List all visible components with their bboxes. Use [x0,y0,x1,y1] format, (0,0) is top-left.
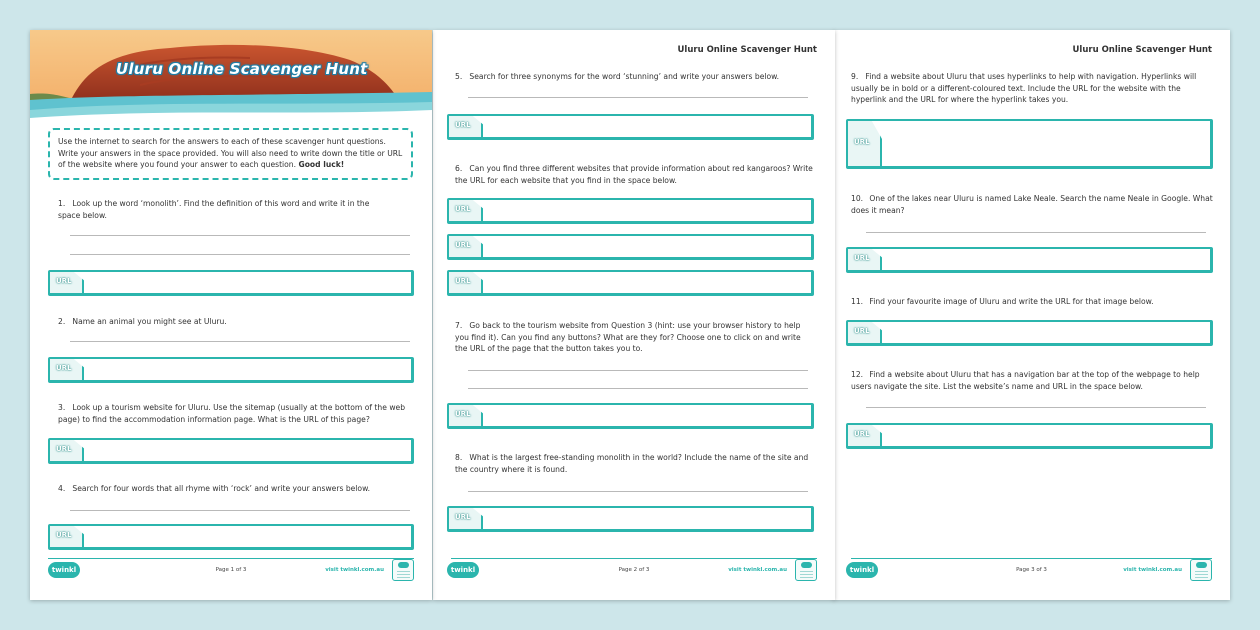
question-text: Look up a tourism website for Uluru. Use the sitemap (usually at the bottom of the web page) to find the accommodation information page. What is the URL of this page? [58,403,406,424]
url-field[interactable] [447,234,814,260]
answer-line[interactable] [70,235,410,236]
worksheet-page-3 [833,30,1230,600]
question-text: Find your favourite image of Uluru and write the URL for that image below. [869,297,1154,306]
question-number: 12. [851,370,864,379]
instructions-box [48,128,413,180]
question-number: 9. [851,72,859,81]
url-label: URL [56,277,72,285]
question-5 [455,71,815,83]
quality-seal-icon [1190,559,1212,581]
answer-line[interactable] [468,370,808,371]
url-label: URL [56,445,72,453]
url-field[interactable] [846,247,1213,273]
answer-line[interactable] [468,97,808,98]
question-number: 7. [455,321,463,330]
twinkl-logo: twinkl [846,562,878,578]
page-number: Page 1 of 3 [215,567,247,573]
url-field[interactable] [447,198,814,224]
question-9 [851,71,1213,106]
question-12 [851,369,1213,392]
question-text: Name an animal you might see at Uluru. [72,317,227,326]
url-field[interactable] [846,320,1213,346]
url-label: URL [455,205,471,213]
answer-line[interactable] [468,491,808,492]
question-7 [455,320,815,355]
url-field[interactable] [48,524,414,550]
uluru-illustration [30,30,432,130]
url-label: URL [854,327,870,335]
question-11 [851,296,1213,308]
title-banner [30,30,432,130]
url-field[interactable] [48,357,414,383]
url-field[interactable] [48,270,414,296]
url-field[interactable] [447,114,814,140]
website-link[interactable]: visit twinkl.com.au [325,567,384,573]
twinkl-logo: twinkl [447,562,479,578]
question-3 [58,402,408,425]
question-6 [455,163,815,186]
url-label: URL [455,513,471,521]
url-label: URL [455,277,471,285]
footer-divider [48,558,414,559]
question-number: 2. [58,317,66,326]
url-field[interactable] [447,270,814,296]
question-text: Find a website about Uluru that uses hyperlinks to help with navigation. Hyperlinks will usually be in bold or a different-coloured text. Include the URL for the website with the hyperlink and the URL for where the hyperlink takes you. [851,72,1197,104]
question-text: Can you find three different websites that provide information about red kangaroos? Write the URL for each website that you find in the space below. [455,164,813,185]
question-8 [455,452,815,475]
website-link[interactable]: visit twinkl.com.au [728,567,787,573]
url-label: URL [455,241,471,249]
url-label: URL [854,254,870,262]
answer-line[interactable] [70,341,410,342]
page-number: Page 2 of 3 [618,567,650,573]
answer-line[interactable] [70,254,410,255]
question-number: 4. [58,484,66,493]
question-text: Search for four words that all rhyme with ‘rock’ and write your answers below. [72,484,370,493]
answer-line[interactable] [866,232,1206,233]
question-number: 5. [455,72,463,81]
page-number: Page 3 of 3 [1016,567,1047,573]
answer-line[interactable] [866,407,1206,408]
page-header-title: Uluru Online Scavenger Hunt [1072,45,1212,55]
page-header-title: Uluru Online Scavenger Hunt [677,45,817,55]
worksheet-page-2 [433,30,835,600]
question-text: Search for three synonyms for the word ‘stunning’ and write your answers below. [469,72,780,81]
question-text: Go back to the tourism website from Question 3 (hint: use your browser history to help you find it). Can you find any buttons? What are they for? Choose one to click on and write the URL of the page that the button takes you to. [455,321,801,353]
url-field[interactable] [846,119,1213,169]
instructions-bold: Good luck! [298,160,345,169]
twinkl-logo: twinkl [48,562,80,578]
question-number: 3. [58,403,66,412]
question-text: What is the largest free-standing monolith in the world? Include the name of the site and the country where it is found. [455,453,809,474]
answer-line[interactable] [70,510,410,511]
quality-seal-icon [795,559,817,581]
url-field[interactable] [447,403,814,429]
question-number: 11. [851,297,864,306]
url-label: URL [854,430,870,438]
question-text: Find a website about Uluru that has a navigation bar at the top of the webpage to help users navigate the site. List the website’s name and URL in the space below. [851,370,1200,391]
instructions-text: Use the internet to search for the answers to each of these scavenger hunt questions. Write your answers in the space provided. You will also need to write down the title or URL of the website where you found your answer to each question. [58,137,403,169]
question-number: 6. [455,164,463,173]
worksheet-page-1 [30,30,432,600]
url-field[interactable] [447,506,814,532]
url-label: URL [455,121,471,129]
url-field[interactable] [846,423,1213,449]
url-label: URL [455,410,471,418]
question-1 [58,198,388,221]
quality-seal-icon [392,559,414,581]
answer-line[interactable] [468,388,808,389]
question-4 [58,483,408,495]
question-number: 8. [455,453,463,462]
question-number: 1. [58,199,66,208]
question-10 [851,193,1213,216]
footer-divider [851,558,1212,559]
footer-divider [451,558,817,559]
worksheet-title: Uluru Online Scavenger Hunt [116,60,368,78]
question-text: Look up the word ‘monolith’. Find the definition of this word and write it in the space below. [58,199,370,220]
question-text: One of the lakes near Uluru is named Lake Neale. Search the name Neale in Google. What does it mean? [851,194,1213,215]
url-label: URL [56,364,72,372]
url-label: URL [854,138,870,146]
url-field[interactable] [48,438,414,464]
url-label: URL [56,531,72,539]
question-2 [58,316,388,328]
website-link[interactable]: visit twinkl.com.au [1123,567,1182,573]
question-number: 10. [851,194,864,203]
